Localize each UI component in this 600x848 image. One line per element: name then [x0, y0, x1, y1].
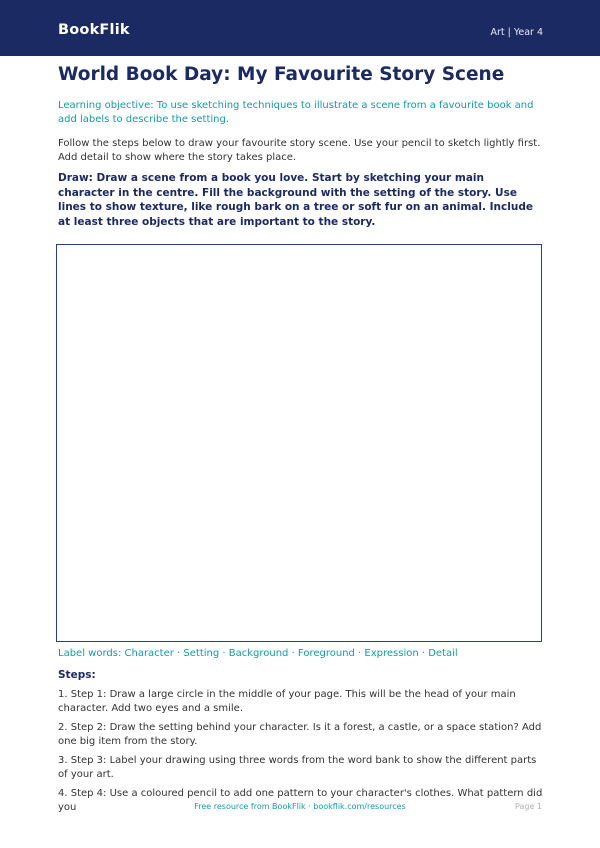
drawing-task: Draw: Draw a scene from a book you love. Start by sketching your main character in the centre. Fill the background with the setting of the story. Use lines to show texture, like rough bark on a tree or soft fur on an animal. Include at least three objects that are important to the story.: [58, 172, 533, 228]
step-item: 4. Step 4: Use a coloured pencil to add one pattern to your character's clothes. What pattern did you: [58, 788, 543, 813]
step-item: 2. Step 2: Draw the setting behind your character. Is it a forest, a castle, or a space station? Add one big item from the story.: [58, 722, 542, 747]
word-bank: Label words: Character · Setting · Background · Foreground · Expression · Detail: [58, 648, 458, 659]
footer-link[interactable]: Free resource from BookFlik · bookflik.com/resources: [194, 802, 406, 811]
step-item: 1. Step 1: Draw a large circle in the middle of your page. This will be the head of your main character. Add two eyes and a smile.: [58, 689, 516, 714]
page-number: Page 1: [515, 802, 542, 811]
learning-objective: Learning objective: To use sketching techniques to illustrate a scene from a favourite book and add labels to describe the setting.: [58, 100, 534, 125]
page-header: [0, 0, 600, 56]
steps-heading: Steps:: [58, 669, 96, 681]
step-item: 3. Step 3: Label your drawing using three words from the word bank to show the different parts of your art.: [58, 755, 537, 780]
intro-text: Follow the steps below to draw your favourite story scene. Use your pencil to sketch lightly first. Add detail to show where the story takes place.: [58, 138, 541, 163]
steps-list: [58, 688, 544, 820]
page-title: World Book Day: My Favourite Story Scene: [58, 64, 505, 85]
drawing-area[interactable]: [56, 244, 542, 642]
brand-logo[interactable]: BookFlik: [58, 22, 130, 38]
subject-year-label: Art | Year 4: [490, 27, 543, 38]
